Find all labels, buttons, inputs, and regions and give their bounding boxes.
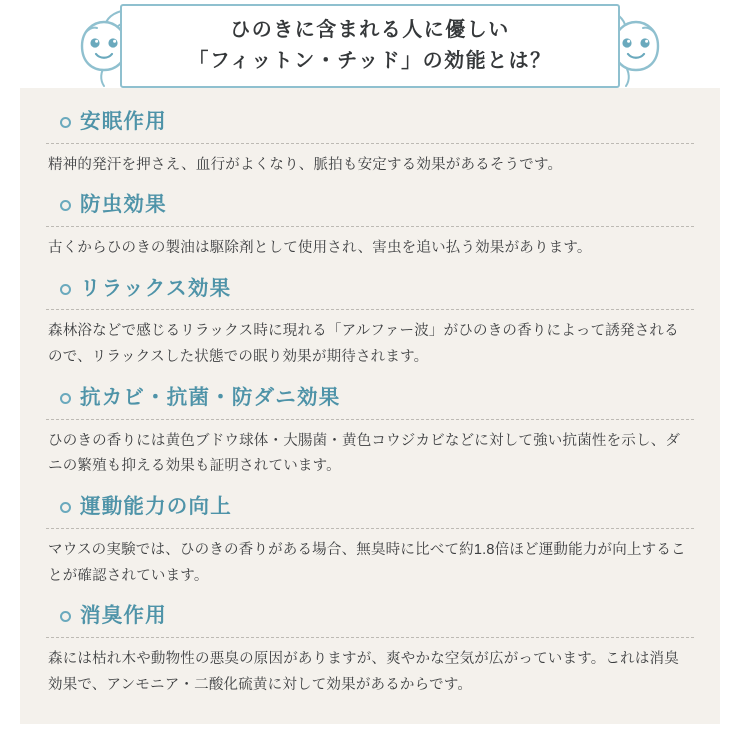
dashed-divider (46, 309, 694, 310)
benefit-title: 消臭作用 (80, 604, 167, 628)
header-banner-area (0, 0, 740, 100)
circle-bullet-icon (60, 393, 71, 404)
circle-bullet-icon (60, 200, 71, 211)
benefit-title: 抗カビ・抗菌・防ダニ効果 (80, 385, 341, 409)
circle-bullet-icon (60, 284, 71, 295)
benefit-heading (46, 110, 694, 135)
circle-bullet-icon (60, 611, 71, 622)
benefit-body: 精神的発汗を押さえ、血行がよくなり、脈拍も安定する効果があるそうです。 (48, 156, 563, 173)
benefit-section (46, 193, 694, 261)
benefit-body: ひのきの香りには黄色ブドウ球体・大腸菌・黄色コウジカビなどに対して強い抗菌性を示し、ダニの繁殖も抑える効果も証明されています。 (48, 432, 681, 475)
dashed-divider (46, 226, 694, 227)
title-banner (120, 4, 620, 88)
benefit-body: マウスの実験では、ひのきの香りがある場合、無臭時に比べて約1.8倍ほど運動能力が向上することが確認されています。 (48, 541, 686, 584)
banner-title-line-1: ひのきに含まれる人に優しい (230, 19, 510, 41)
benefit-title: 防虫効果 (80, 193, 167, 217)
banner-title-line-2: 「フィットン・チッド」の効能とは？ (188, 50, 552, 72)
benefit-title: リラックス効果 (80, 276, 232, 300)
benefit-section (46, 110, 694, 178)
dashed-divider (46, 419, 694, 420)
dashed-divider (46, 143, 694, 144)
dashed-divider (46, 637, 694, 638)
benefit-section (46, 604, 694, 698)
benefit-section (46, 495, 694, 589)
benefit-body: 森には枯れ木や動物性の悪臭の原因がありますが、爽やかな空気が広がっています。これは消臭効果で、アンモニア・二酸化硫黄に対して効果があるからです。 (48, 650, 679, 693)
benefit-heading (46, 604, 694, 629)
benefit-body: 森林浴などで感じるリラックス時に現れる「アルファー波」がひのきの香りによって誘発されるので、リラックスした状態での眠り効果が期待されます。 (48, 323, 679, 366)
benefit-title: 安眠作用 (80, 110, 167, 133)
benefits-list (20, 88, 720, 724)
benefit-heading (46, 386, 694, 411)
benefit-heading (46, 193, 694, 218)
benefit-section (46, 277, 694, 371)
circle-bullet-icon (60, 117, 71, 128)
dashed-divider (46, 528, 694, 529)
benefit-heading (46, 277, 694, 302)
circle-bullet-icon (60, 502, 71, 513)
benefit-body: 古くからひのきの製油は駆除剤として使用され、害虫を追い払う効果があります。 (48, 239, 592, 256)
benefit-section (46, 386, 694, 480)
benefit-heading (46, 495, 694, 520)
benefit-title: 運動能力の向上 (80, 495, 232, 519)
